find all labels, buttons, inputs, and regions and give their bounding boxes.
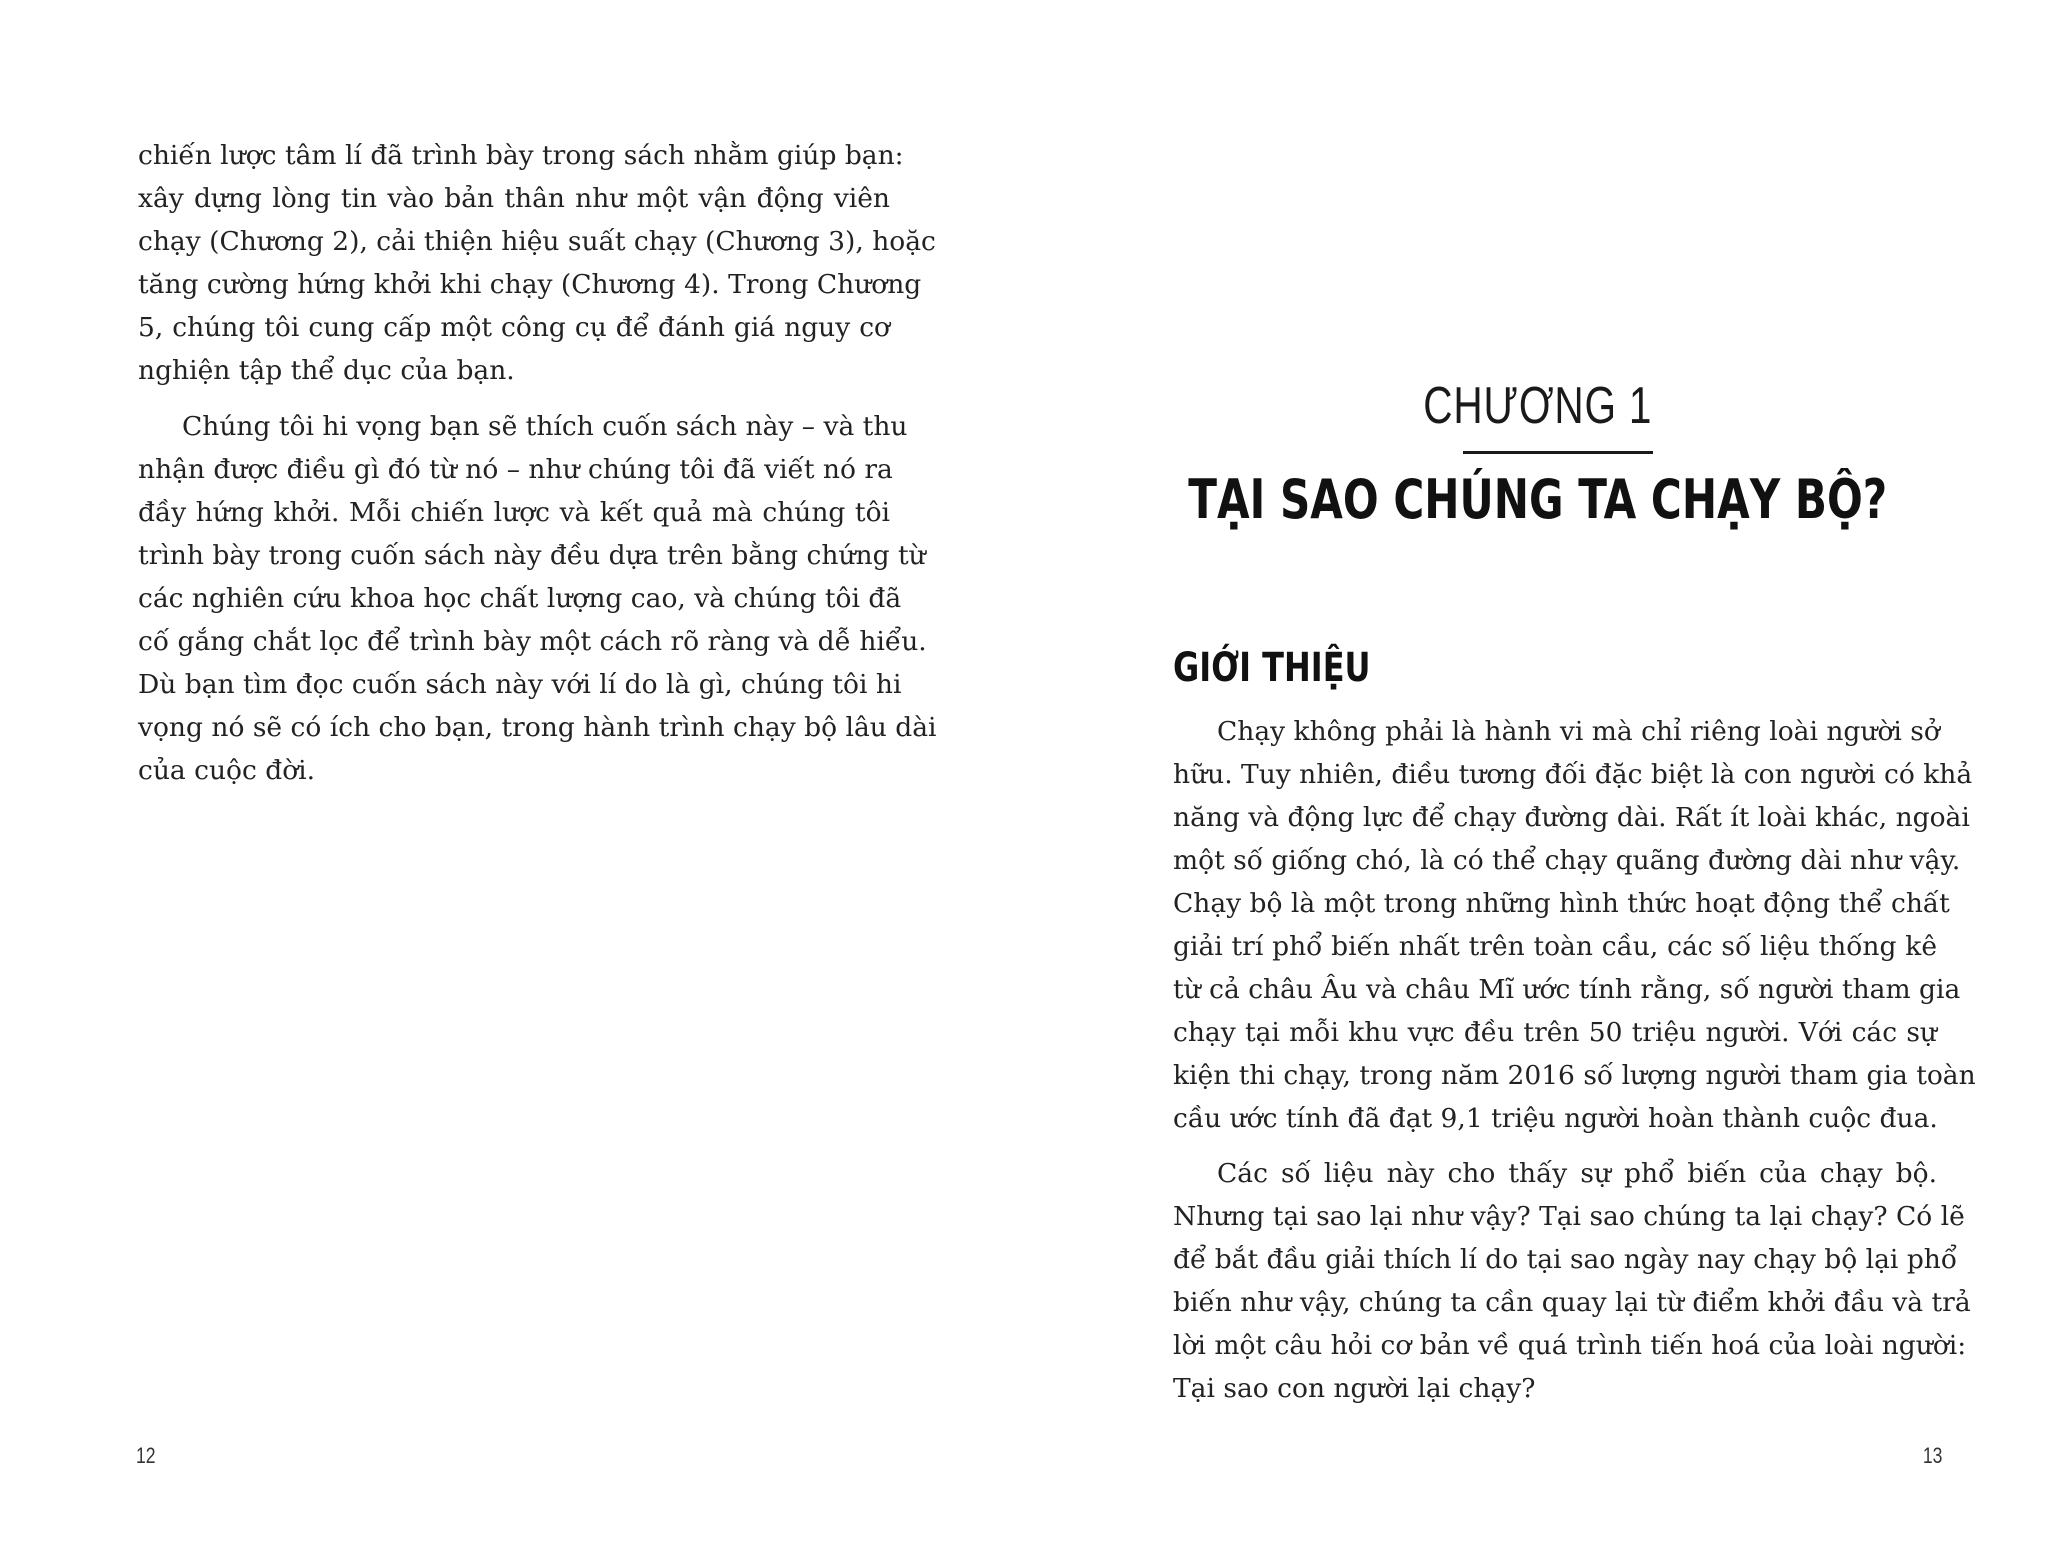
text-line: đầy hứng khởi. Mỗi chiến lược và kết quả mà chúng tôi: [138, 497, 890, 528]
right-paragraph-2: [1173, 1152, 1971, 1410]
text-line: vọng nó sẽ có ích cho bạn, trong hành trình chạy bộ lâu dài: [138, 712, 937, 743]
right-page: [1024, 0, 2048, 1543]
text-line: Chạy bộ là một trong những hình thức hoạt động thể chất: [1173, 888, 1950, 919]
right-page-body: [1173, 710, 1976, 1410]
text-line: của cuộc đời.: [138, 755, 316, 786]
text-line: chiến lược tâm lí đã trình bày trong sách nhằm giúp bạn:: [138, 140, 904, 171]
text-line: nghiện tập thể dục của bạn.: [138, 355, 515, 386]
text-line: nhận được điều gì đó từ nó – như chúng tôi đã viết nó ra: [138, 454, 893, 485]
section-heading: GIỚI THIỆU: [1173, 645, 1371, 691]
text-line: lời một câu hỏi cơ bản về quá trình tiến hoá của loài người:: [1173, 1330, 1967, 1361]
text-line: Chúng tôi hi vọng bạn sẽ thích cuốn sách này – và thu: [182, 411, 908, 442]
text-line: chạy (Chương 2), cải thiện hiệu suất chạy (Chương 3), hoặc: [138, 226, 936, 257]
text-line: cố gắng chắt lọc để trình bày một cách rõ ràng và dễ hiểu.: [138, 626, 927, 657]
text-line: một số giống chó, là có thể chạy quãng đường dài như vậy.: [1173, 845, 1961, 876]
text-line: các nghiên cứu khoa học chất lượng cao, và chúng tôi đã: [138, 583, 902, 614]
left-paragraph-1: [138, 134, 936, 392]
text-line: giải trí phổ biến nhất trên toàn cầu, các số liệu thống kê: [1173, 931, 1937, 962]
text-line: để bắt đầu giải thích lí do tại sao ngày nay chạy bộ lại phổ: [1173, 1244, 1958, 1275]
chapter-label: CHƯƠNG 1: [1423, 377, 1653, 435]
text-line: từ cả châu Âu và châu Mĩ ước tính rằng, số người tham gia: [1173, 974, 1961, 1005]
text-line: cầu ước tính đã đạt 9,1 triệu người hoàn thành cuộc đua.: [1173, 1103, 1938, 1134]
right-paragraph-1: [1173, 710, 1976, 1140]
left-paragraph-2: [138, 405, 937, 792]
text-line: 5, chúng tôi cung cấp một công cụ để đánh giá nguy cơ: [138, 312, 890, 343]
text-line: Dù bạn tìm đọc cuốn sách này với lí do là gì, chúng tôi hi: [138, 669, 902, 700]
page-number-left: 12: [136, 1443, 156, 1468]
chapter-title: TẠI SAO CHÚNG TA CHẠY BỘ?: [1188, 468, 1888, 531]
text-line: Nhưng tại sao lại như vậy? Tại sao chúng ta lại chạy? Có lẽ: [1173, 1201, 1965, 1232]
text-line: Chạy không phải là hành vi mà chỉ riêng loài người sở: [1217, 716, 1940, 747]
text-line: Các số liệu này cho thấy sự phổ biến của chạy bộ.: [1217, 1158, 1937, 1189]
text-line: Tại sao con người lại chạy?: [1173, 1373, 1536, 1404]
text-line: tăng cường hứng khởi khi chạy (Chương 4). Trong Chương: [138, 269, 922, 300]
chapter-divider: [1463, 451, 1653, 454]
page-number-right: 13: [1922, 1443, 1942, 1468]
text-line: xây dựng lòng tin vào bản thân như một vận động viên: [138, 183, 890, 214]
text-line: hữu. Tuy nhiên, điều tương đối đặc biệt là con người có khả: [1173, 759, 1973, 790]
text-line: kiện thi chạy, trong năm 2016 số lượng người tham gia toàn: [1173, 1060, 1976, 1091]
text-line: biến như vậy, chúng ta cần quay lại từ điểm khởi đầu và trả: [1173, 1287, 1971, 1318]
text-line: năng và động lực để chạy đường dài. Rất ít loài khác, ngoài: [1173, 802, 1970, 833]
text-line: chạy tại mỗi khu vực đều trên 50 triệu người. Với các sự: [1173, 1017, 1937, 1048]
text-line: trình bày trong cuốn sách này đều dựa trên bằng chứng từ: [138, 540, 926, 571]
left-page-body: [138, 134, 937, 792]
